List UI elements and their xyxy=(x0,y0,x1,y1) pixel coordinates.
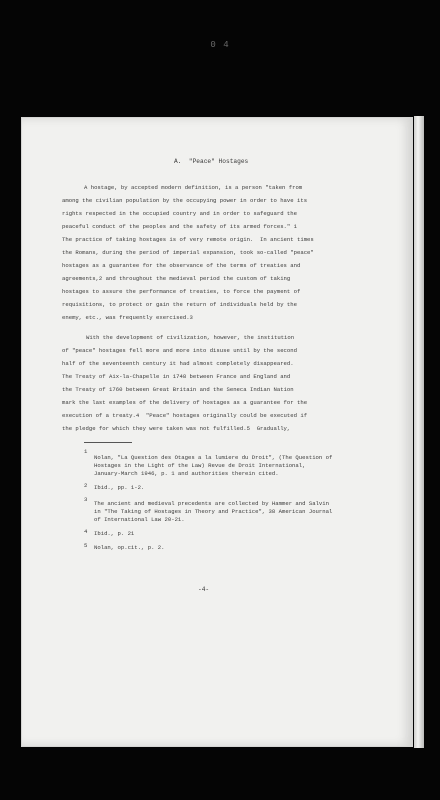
body-line: execution of a treaty.4 "Peace" hostages originally could be executed if xyxy=(62,412,308,419)
body-line: rights respected in the occupied country and in order to safeguard the xyxy=(62,210,297,217)
footnote-number: 3 xyxy=(84,496,88,503)
footnote-number: 1 xyxy=(84,448,88,455)
body-line: requisitions, to protect or gain the return of individuals held by the xyxy=(62,301,297,308)
body-line: the pledge for which they were taken was not fulfilled.5 Gradually, xyxy=(62,425,291,432)
body-line: The practice of taking hostages is of very remote origin. In ancient times xyxy=(62,236,314,243)
body-line: The Treaty of Aix-la-Chapelle in 1748 between France and England and xyxy=(62,373,291,380)
page-binding-edge xyxy=(414,116,424,748)
section-heading: A. "Peace" Hostages xyxy=(174,158,249,165)
document-page xyxy=(22,118,412,746)
body-line: With the development of civilization, however, the institution xyxy=(86,334,295,341)
body-line: among the civilian population by the occupying power in order to have its xyxy=(62,197,308,204)
footnote-line: Nolan, "La Question des Otages a la lumiere du Droit", (The Question of xyxy=(94,454,333,461)
body-line: of "peace" hostages fell more and more into disuse until by the second xyxy=(62,347,297,354)
footnote-line: Ibid., pp. 1-2. xyxy=(94,484,145,491)
footnote-number: 5 xyxy=(84,542,88,549)
footnote-number: 4 xyxy=(84,528,88,535)
body-line: agreements,2 and throughout the medieval period the custom of taking xyxy=(62,275,291,282)
footnote-line: January-March 1946, p. 1 and authorities therein cited. xyxy=(94,470,279,477)
footnote-line: Hostages in the Light of the Law) Revue de Droit International, xyxy=(94,462,306,469)
footnote-line: The ancient and medieval precedents are collected by Hammer and Salvin xyxy=(94,500,329,507)
page-number: -4- xyxy=(198,586,210,593)
body-line: hostages as a guarantee for the observance of the terms of treaties and xyxy=(62,262,301,269)
body-line: the Romans, during the period of imperial expansion, took so-called "peace" xyxy=(62,249,314,256)
body-line: A hostage, by accepted modern definition, is a person "taken from xyxy=(84,184,303,191)
footnote-line: Ibid., p. 21 xyxy=(94,530,135,537)
body-line: peaceful conduct of the peoples and the safety of its armed forces." 1 xyxy=(62,223,297,230)
footnote-line: Nolan, op.cit., p. 2. xyxy=(94,544,165,551)
footnote-line: of International Law 20-21. xyxy=(94,516,185,523)
body-line: half of the seventeenth century it had almost completely disappeared. xyxy=(62,360,294,367)
body-line: mark the last examples of the delivery of hostages as a guarantee for the xyxy=(62,399,308,406)
body-line: enemy, etc., was frequently exercised.3 xyxy=(62,314,193,321)
top-mark: 0 4 xyxy=(210,40,230,50)
footnote-number: 2 xyxy=(84,482,88,489)
body-line: hostages to assure the performance of treaties, to force the payment of xyxy=(62,288,301,295)
footnote-rule xyxy=(84,442,132,443)
footnote-line: in "The Taking of Hostages in Theory and Practice", 38 American Journal xyxy=(94,508,333,515)
body-line: the Treaty of 1760 between Great Britain and the Seneca Indian Nation xyxy=(62,386,294,393)
